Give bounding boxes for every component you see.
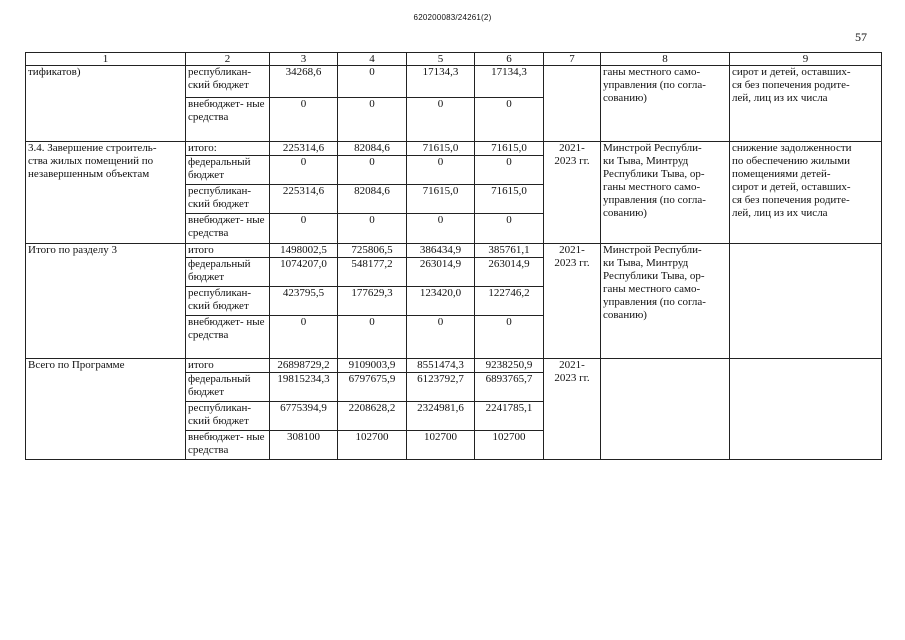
- funding-source-cell: федеральный бюджет: [186, 258, 270, 287]
- value-cell: 122746,2: [475, 287, 544, 316]
- value-cell: 1498002,5: [270, 244, 338, 258]
- table-row: [26, 66, 882, 98]
- program-funding-table: [25, 52, 882, 460]
- value-cell: 0: [338, 156, 407, 185]
- value-cell: 0: [338, 214, 407, 244]
- value-cell: 17134,3: [407, 66, 475, 98]
- measure-cell: тификатов): [26, 66, 186, 142]
- value-cell: 0: [475, 316, 544, 359]
- result-cell: [730, 244, 882, 359]
- funding-source-cell: федеральный бюджет: [186, 373, 270, 402]
- header-cell: 7: [544, 53, 601, 66]
- value-cell: 0: [475, 156, 544, 185]
- value-cell: 0: [270, 316, 338, 359]
- table-row: [26, 359, 882, 373]
- value-cell: 6893765,7: [475, 373, 544, 402]
- measure-cell: 3.4. Завершение строитель- ства жилых помещений по незавершенным объектам: [26, 142, 186, 244]
- value-cell: 102700: [407, 431, 475, 460]
- value-cell: 71615,0: [475, 185, 544, 214]
- value-cell: 548177,2: [338, 258, 407, 287]
- value-cell: 19815234,3: [270, 373, 338, 402]
- funding-source-cell: итого: [186, 244, 270, 258]
- period-cell: 2021- 2023 гг.: [544, 244, 601, 359]
- period-cell: 2021- 2023 гг.: [544, 359, 601, 460]
- header-cell: 6: [475, 53, 544, 66]
- value-cell: 0: [407, 316, 475, 359]
- value-cell: 102700: [338, 431, 407, 460]
- header-cell: 9: [730, 53, 882, 66]
- funding-source-cell: республикан- ский бюджет: [186, 402, 270, 431]
- executor-cell: ганы местного само- управления (по согла- сованию): [601, 66, 730, 142]
- value-cell: 8551474,3: [407, 359, 475, 373]
- value-cell: 0: [270, 214, 338, 244]
- header-cell: 4: [338, 53, 407, 66]
- measure-cell: Итого по разделу 3: [26, 244, 186, 359]
- value-cell: 0: [338, 66, 407, 98]
- table-row: [26, 142, 882, 156]
- header-cell: 1: [26, 53, 186, 66]
- result-cell: снижение задолженности по обеспечению жилыми помещениями детей- сирот и детей, оставших- ся без попечения родите- лей, лиц из их числа: [730, 142, 882, 244]
- period-cell: 2021- 2023 гг.: [544, 142, 601, 244]
- value-cell: 0: [407, 98, 475, 142]
- executor-cell: Минстрой Республи- ки Тыва, Минтруд Республики Тыва, ор- ганы местного само- управления (по согла- сованию): [601, 142, 730, 244]
- document-id: 620200083/24261(2): [413, 13, 492, 22]
- page-number: 57: [855, 30, 867, 44]
- value-cell: 26898729,2: [270, 359, 338, 373]
- value-cell: 1074207,0: [270, 258, 338, 287]
- funding-source-cell: внебюджет- ные средства: [186, 214, 270, 244]
- value-cell: 0: [407, 214, 475, 244]
- value-cell: 71615,0: [475, 142, 544, 156]
- header-cell: 2: [186, 53, 270, 66]
- value-cell: 102700: [475, 431, 544, 460]
- value-cell: 6797675,9: [338, 373, 407, 402]
- funding-source-cell: федеральный бюджет: [186, 156, 270, 185]
- value-cell: 225314,6: [270, 185, 338, 214]
- value-cell: 0: [338, 316, 407, 359]
- value-cell: 225314,6: [270, 142, 338, 156]
- value-cell: 0: [407, 156, 475, 185]
- funding-source-cell: внебюджет- ные средства: [186, 98, 270, 142]
- funding-source-cell: внебюджет- ные средства: [186, 431, 270, 460]
- value-cell: 2241785,1: [475, 402, 544, 431]
- value-cell: 17134,3: [475, 66, 544, 98]
- value-cell: 9109003,9: [338, 359, 407, 373]
- value-cell: 2324981,6: [407, 402, 475, 431]
- value-cell: 2208628,2: [338, 402, 407, 431]
- value-cell: 177629,3: [338, 287, 407, 316]
- funding-source-cell: республикан- ский бюджет: [186, 185, 270, 214]
- header-cell: 5: [407, 53, 475, 66]
- value-cell: 0: [270, 98, 338, 142]
- table-row: [26, 244, 882, 258]
- funding-source-cell: внебюджет- ные средства: [186, 316, 270, 359]
- value-cell: 9238250,9: [475, 359, 544, 373]
- value-cell: 423795,5: [270, 287, 338, 316]
- value-cell: 6123792,7: [407, 373, 475, 402]
- header-cell: 3: [270, 53, 338, 66]
- value-cell: 71615,0: [407, 142, 475, 156]
- funding-source-cell: итого:: [186, 142, 270, 156]
- period-cell: [544, 66, 601, 142]
- value-cell: 82084,6: [338, 185, 407, 214]
- value-cell: 6775394,9: [270, 402, 338, 431]
- value-cell: 123420,0: [407, 287, 475, 316]
- funding-source-cell: республикан- ский бюджет: [186, 66, 270, 98]
- header-row: [26, 53, 882, 66]
- value-cell: 71615,0: [407, 185, 475, 214]
- value-cell: 263014,9: [407, 258, 475, 287]
- value-cell: 308100: [270, 431, 338, 460]
- value-cell: 263014,9: [475, 258, 544, 287]
- value-cell: 0: [338, 98, 407, 142]
- value-cell: 0: [270, 156, 338, 185]
- executor-cell: Минстрой Республи- ки Тыва, Минтруд Республики Тыва, ор- ганы местного само- управления (по согла- сованию): [601, 244, 730, 359]
- value-cell: 0: [475, 98, 544, 142]
- result-cell: [730, 359, 882, 460]
- value-cell: 725806,5: [338, 244, 407, 258]
- measure-cell: Всего по Программе: [26, 359, 186, 460]
- value-cell: 385761,1: [475, 244, 544, 258]
- value-cell: 386434,9: [407, 244, 475, 258]
- executor-cell: [601, 359, 730, 460]
- header-cell: 8: [601, 53, 730, 66]
- value-cell: 34268,6: [270, 66, 338, 98]
- funding-source-cell: итого: [186, 359, 270, 373]
- value-cell: 0: [475, 214, 544, 244]
- value-cell: 82084,6: [338, 142, 407, 156]
- result-cell: сирот и детей, оставших- ся без попечения родите- лей, лиц из их числа: [730, 66, 882, 142]
- funding-source-cell: республикан- ский бюджет: [186, 287, 270, 316]
